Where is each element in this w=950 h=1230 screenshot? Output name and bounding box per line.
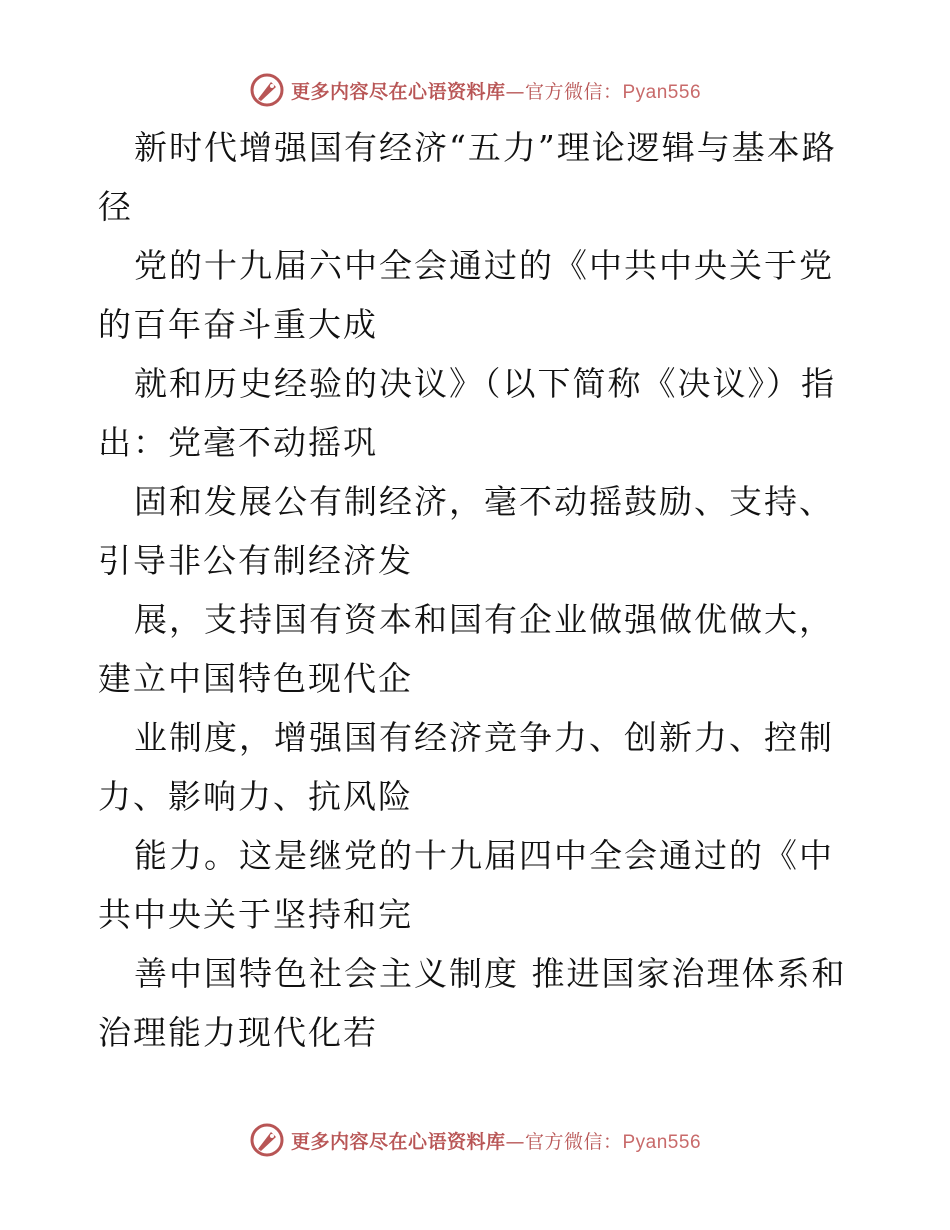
document-body [98, 118, 858, 1062]
watermark-wechat-id: Pyan556 [622, 1131, 702, 1153]
header-watermark [0, 70, 950, 110]
paragraph-line: 就和历史经验的决议》（以下简称《决议》）指出：党毫不动摇巩 [98, 364, 836, 462]
watermark-dash: — [505, 80, 525, 103]
watermark-text [291, 1127, 701, 1154]
watermark-wechat-id: Pyan556 [622, 81, 702, 103]
paragraph-line: 能力。这是继党的十九届四中全会通过的《中共中央关于坚持和完 [98, 836, 834, 934]
paragraph-line: 固和发展公有制经济，毫不动摇鼓励、支持、引导非公有制经济发 [98, 482, 834, 580]
document-title: 新时代增强国有经济“五力”理论逻辑与基本路径 [98, 128, 837, 226]
watermark-label: 官方微信： [524, 1130, 623, 1153]
paragraph-line: 善中国特色社会主义制度 推进国家治理体系和治理能力现代化若 [98, 954, 847, 1052]
paragraph-line: 党的十九届六中全会通过的《中共中央关于党的百年奋斗重大成 [98, 246, 834, 344]
pen-nib-logo-icon [249, 72, 285, 108]
pen-nib-logo-icon [249, 1122, 285, 1158]
watermark-dash: — [505, 1130, 525, 1153]
paragraph-line: 展，支持国有资本和国有企业做强做优做大，建立中国特色现代企 [98, 600, 834, 698]
watermark-brand: 更多内容尽在心语资料库 [290, 80, 506, 103]
footer-watermark [0, 1120, 950, 1160]
watermark-label: 官方微信： [524, 80, 623, 103]
watermark-text [291, 77, 701, 104]
watermark-brand: 更多内容尽在心语资料库 [290, 1130, 506, 1153]
paragraph-line: 业制度，增强国有经济竞争力、创新力、控制力、影响力、抗风险 [98, 718, 834, 816]
